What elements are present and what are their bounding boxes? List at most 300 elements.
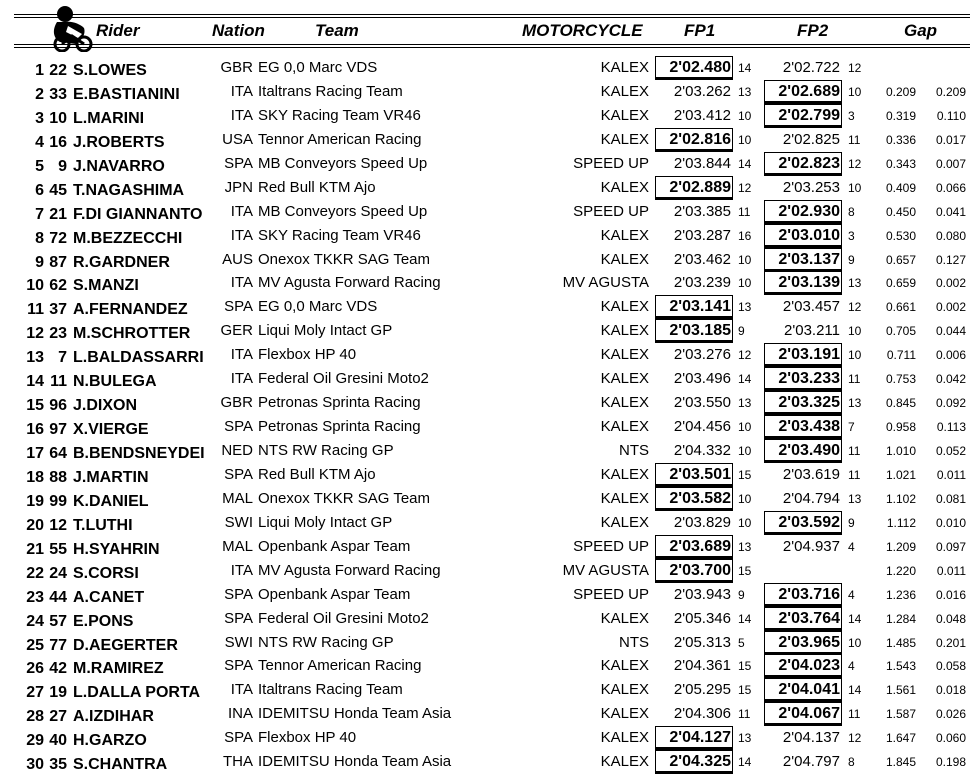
rider-name-cell: J.DIXON [73,397,138,415]
fp2-laps-cell: 3 [848,228,855,243]
gap-first-cell: 1.647 [885,731,916,746]
rider-name-cell: S.CORSI [73,564,139,582]
table-row [0,56,980,80]
nation-cell: SPA [224,298,253,316]
gap-first-cell: 1.220 [885,563,916,578]
rider-number-cell: 16 [49,133,67,151]
team-cell: Onexox TKKR SAG Team [258,250,431,268]
motorcycle-cell: KALEX [600,729,649,747]
motorcycle-cell: KALEX [600,753,649,771]
position-cell: 16 [26,421,44,439]
fp1-laps-cell: 15 [738,683,752,698]
position-cell: 8 [35,229,44,247]
fp1-time-cell: 2'03.141 [655,295,733,319]
rider-name-cell: E.BASTIANINI [73,85,180,103]
fp2-time-cell: 2'03.191 [764,343,842,367]
fp2-laps-cell: 13 [848,276,862,291]
gap-previous-cell: 0.042 [935,372,966,387]
nation-cell: ITA [230,681,253,699]
nation-cell: SPA [224,418,253,436]
fp1-laps-cell: 14 [738,372,752,387]
motorcycle-cell: KALEX [600,657,649,675]
col-header-nation: Nation [212,21,265,40]
rider-number-cell: 11 [50,373,67,391]
gap-previous-cell: 0.092 [935,396,966,411]
gap-previous-cell: 0.198 [935,755,966,770]
fp2-time-cell: 2'03.139 [764,271,842,295]
rider-number-cell: 33 [49,85,67,103]
fp1-laps-cell: 13 [738,396,752,411]
team-cell: Federal Oil Gresini Moto2 [258,609,429,627]
position-cell: 21 [26,540,44,558]
team-cell: EG 0,0 Marc VDS [258,298,378,316]
team-cell: Tennor American Racing [258,657,422,675]
team-cell: Petronas Sprinta Racing [258,394,421,412]
gap-previous-cell: 0.209 [935,84,966,99]
gap-previous-cell: 0.026 [935,707,966,722]
fp2-laps-cell: 7 [848,420,855,435]
team-cell: Openbank Aspar Team [258,537,411,555]
fp1-time-cell: 2'02.816 [655,128,733,152]
rider-number-cell: 96 [49,397,67,415]
rider-number-cell: 44 [49,588,67,606]
table-row [0,367,980,391]
fp1-time-cell: 2'03.385 [673,202,731,220]
gap-previous-cell: 0.201 [935,635,966,650]
fp2-laps-cell: 10 [848,180,862,195]
table-row [0,463,980,487]
gap-previous-cell: 0.017 [935,132,966,147]
nation-cell: SWI [224,633,253,651]
fp1-laps-cell: 13 [738,731,752,746]
nation-cell: GBR [220,394,253,412]
position-cell: 19 [26,492,44,510]
motorcycle-cell: KALEX [600,178,649,196]
nation-cell: SPA [224,465,253,483]
fp1-laps-cell: 10 [738,420,752,435]
team-cell: NTS RW Racing GP [258,442,394,459]
fp1-laps-cell: 13 [738,300,752,315]
fp1-time-cell: 2'03.582 [655,487,733,511]
results-table [0,56,980,774]
rider-number-cell: 23 [49,325,67,343]
fp2-laps-cell: 11 [848,707,861,722]
position-cell: 2 [35,85,44,103]
rider-name-cell: D.AEGERTER [73,636,178,654]
position-cell: 30 [26,756,44,774]
rider-name-cell: S.CHANTRA [73,756,168,774]
motorcycle-rider-icon [48,4,94,52]
rider-number-cell: 9 [58,157,67,175]
rider-name-cell: S.MANZI [73,277,139,295]
motorcycle-cell: SPEED UP [573,154,649,172]
position-cell: 12 [26,325,44,343]
fp2-time-cell: 2'03.253 [782,178,840,196]
rider-name-cell: M.RAMIREZ [73,660,164,678]
nation-cell: AUS [222,250,253,268]
rider-number-cell: 24 [49,564,67,582]
fp1-time-cell: 2'03.262 [673,82,731,100]
fp1-laps-cell: 10 [738,515,752,530]
position-cell: 26 [26,660,44,678]
fp2-laps-cell: 10 [848,348,862,363]
col-header-team: Team [315,21,359,40]
position-cell: 14 [26,373,44,391]
table-row [0,607,980,631]
nation-cell: SWI [224,513,253,531]
gap-first-cell: 1.102 [885,491,916,506]
gap-previous-cell: 0.041 [935,204,966,219]
motorcycle-cell: MV AGUSTA [562,561,649,579]
gap-previous-cell: 0.010 [935,515,966,530]
rider-name-cell: M.BEZZECCHI [73,229,183,247]
nation-cell: SPA [224,657,253,675]
fp1-time-cell: 2'03.550 [673,394,731,412]
motorcycle-cell: KALEX [600,226,649,244]
position-cell: 23 [26,588,44,606]
team-cell: MV Agusta Forward Racing [258,274,441,292]
nation-cell: MAL [222,537,253,555]
header-rule [14,14,970,15]
fp1-time-cell: 2'03.689 [655,535,733,559]
nation-cell: GBR [220,59,253,76]
gap-first-cell: 0.958 [885,420,916,435]
fp2-laps-cell: 10 [848,324,862,339]
fp2-laps-cell: 14 [848,683,862,698]
team-cell: Flexbox HP 40 [258,729,357,747]
position-cell: 28 [26,708,44,726]
table-row [0,248,980,272]
rider-name-cell: E.PONS [73,612,134,630]
fp1-time-cell: 2'05.313 [673,633,731,651]
fp2-laps-cell: 13 [848,491,862,506]
fp2-time-cell: 2'04.137 [782,729,840,747]
nation-cell: ITA [230,82,253,100]
motorcycle-cell: SPEED UP [573,585,649,603]
fp2-time-cell: 2'03.619 [782,465,840,483]
team-cell: Italtrans Racing Team [258,82,403,100]
gap-previous-cell: 0.016 [935,587,966,602]
fp2-time-cell: 2'03.211 [784,322,840,340]
position-cell: 22 [26,564,44,582]
fp2-time-cell: 2'04.937 [782,537,840,555]
table-row [0,726,980,750]
nation-cell: ITA [230,561,253,579]
fp2-laps-cell: 13 [848,396,862,411]
rider-number-cell: 57 [49,612,67,630]
table-row [0,200,980,224]
fp2-time-cell: 2'03.457 [782,298,840,316]
fp1-time-cell: 2'04.361 [673,657,731,675]
fp1-time-cell: 2'04.306 [673,705,731,723]
table-row [0,176,980,200]
table-row [0,295,980,319]
fp2-time-cell: 2'04.041 [764,678,842,702]
fp2-time-cell: 2'04.023 [764,654,842,678]
motorcycle-cell: KALEX [600,298,649,316]
nation-cell: ITA [230,274,253,292]
rider-name-cell: T.LUTHI [73,516,133,534]
rider-number-cell: 35 [49,756,67,774]
fp2-laps-cell: 12 [848,61,862,75]
fp2-time-cell: 2'03.325 [764,391,842,415]
gap-first-cell: 0.711 [886,348,916,363]
fp1-laps-cell: 16 [738,228,752,243]
gap-previous-cell: 0.002 [935,300,966,315]
fp1-laps-cell: 10 [738,276,752,291]
table-row [0,559,980,583]
fp1-time-cell: 2'03.829 [673,513,731,531]
position-cell: 17 [26,445,44,462]
col-header-rider: Rider [96,21,140,40]
rider-number-cell: 22 [49,62,67,79]
gap-previous-cell: 0.052 [935,444,966,458]
fp2-time-cell: 2'03.764 [764,607,842,631]
col-header-fp2: FP2 [797,21,829,40]
table-row [0,104,980,128]
fp1-time-cell: 2'04.332 [673,442,731,459]
fp2-time-cell: 2'02.930 [764,200,842,224]
fp2-laps-cell: 9 [848,515,855,530]
team-cell: EG 0,0 Marc VDS [258,59,378,76]
motorcycle-cell: NTS [619,633,649,651]
rider-number-cell: 40 [49,732,67,750]
team-cell: IDEMITSU Honda Team Asia [258,705,452,723]
fp1-laps-cell: 10 [738,108,752,123]
fp2-time-cell: 2'03.137 [764,248,842,272]
fp2-laps-cell: 12 [848,300,862,315]
team-cell: SKY Racing Team VR46 [258,226,421,244]
rider-number-cell: 87 [49,253,67,271]
rider-number-cell: 27 [49,708,67,726]
fp2-laps-cell: 11 [848,444,861,458]
rider-name-cell: K.DANIEL [73,492,149,510]
fp2-time-cell: 2'02.722 [782,59,840,76]
rider-name-cell: T.NAGASHIMA [73,181,185,199]
fp1-laps-cell: 9 [738,324,745,339]
rider-name-cell: J.MARTIN [73,468,149,486]
nation-cell: ITA [230,226,253,244]
fp2-time-cell: 2'03.490 [764,439,842,463]
fp2-laps-cell: 9 [848,252,855,267]
rider-number-cell: 10 [49,109,67,127]
motorcycle-cell: NTS [619,442,649,459]
fp2-laps-cell: 12 [848,156,862,171]
fp2-laps-cell: 8 [848,755,855,770]
table-row [0,224,980,248]
team-cell: Federal Oil Gresini Moto2 [258,370,429,388]
motorcycle-cell: KALEX [600,394,649,412]
table-row [0,271,980,295]
motorcycle-cell: KALEX [600,513,649,531]
gap-previous-cell: 0.080 [935,228,966,243]
table-row [0,80,980,104]
rider-name-cell: X.VIERGE [73,421,149,439]
gap-first-cell: 1.112 [886,515,916,530]
position-cell: 13 [26,349,44,367]
fp1-laps-cell: 10 [738,252,752,267]
fp1-time-cell: 2'03.287 [673,226,731,244]
motorcycle-cell: KALEX [600,370,649,388]
gap-previous-cell: 0.011 [936,563,966,578]
gap-first-cell: 0.657 [885,252,916,267]
fp2-laps-cell: 10 [848,635,862,650]
table-row [0,391,980,415]
position-cell: 4 [35,133,44,151]
rider-name-cell: L.BALDASSARRI [73,349,204,367]
position-cell: 18 [26,468,44,486]
rider-name-cell: M.SCHROTTER [73,325,191,343]
motorcycle-cell: SPEED UP [573,537,649,555]
gap-first-cell: 0.705 [885,324,916,339]
rider-number-cell: 88 [49,468,67,486]
fp2-laps-cell: 11 [848,372,861,387]
gap-first-cell: 1.845 [885,755,916,770]
fp1-laps-cell: 15 [738,467,752,482]
team-cell: SKY Racing Team VR46 [258,106,421,124]
gap-first-cell: 0.409 [885,180,916,195]
team-cell: IDEMITSU Honda Team Asia [258,753,452,771]
fp1-time-cell: 2'03.239 [673,274,731,292]
fp2-laps-cell: 11 [848,467,861,482]
fp1-laps-cell: 14 [738,755,752,770]
rider-number-cell: 64 [49,445,67,462]
rider-name-cell: J.ROBERTS [73,133,165,151]
motorcycle-cell: KALEX [600,346,649,364]
gap-first-cell: 0.659 [885,276,916,291]
gap-first-cell: 0.753 [885,372,916,387]
fp1-time-cell: 2'02.480 [655,56,733,80]
rider-name-cell: A.FERNANDEZ [73,301,188,319]
position-cell: 5 [35,157,44,175]
table-row [0,128,980,152]
team-cell: Liqui Moly Intact GP [258,322,393,340]
fp1-laps-cell: 5 [738,635,745,650]
rider-number-cell: 19 [49,684,67,702]
gap-first-cell: 0.319 [885,108,916,123]
rider-name-cell: H.GARZO [73,732,147,750]
rider-name-cell: H.SYAHRIN [73,540,160,558]
motorcycle-cell: KALEX [600,106,649,124]
motorcycle-cell: MV AGUSTA [562,274,649,292]
nation-cell: JPN [224,178,253,196]
gap-first-cell: 1.284 [885,611,916,626]
fp2-time-cell: 2'03.716 [764,583,842,607]
motorcycle-cell: KALEX [600,465,649,483]
gap-previous-cell: 0.110 [936,108,966,123]
gap-previous-cell: 0.127 [935,252,966,267]
gap-previous-cell: 0.018 [935,683,966,698]
rider-number-cell: 77 [49,636,67,654]
team-cell: Red Bull KTM Ajo [258,465,376,483]
gap-previous-cell: 0.060 [935,731,966,746]
rider-number-cell: 12 [49,516,67,534]
gap-first-cell: 0.661 [885,300,916,315]
motorcycle-cell: KALEX [600,130,649,148]
position-cell: 7 [35,205,44,223]
rider-number-cell: 55 [49,540,67,558]
fp1-laps-cell: 15 [738,659,752,674]
gap-first-cell: 0.336 [885,132,916,147]
motorcycle-cell: KALEX [600,609,649,627]
fp1-time-cell: 2'03.462 [673,250,731,268]
team-cell: Italtrans Racing Team [258,681,403,699]
rider-name-cell: J.NAVARRO [73,157,165,175]
gap-previous-cell: 0.058 [935,659,966,674]
fp1-laps-cell: 15 [738,563,752,578]
gap-first-cell: 1.209 [885,539,916,554]
fp2-laps-cell: 4 [848,587,855,602]
nation-cell: SPA [224,585,253,603]
fp1-time-cell: 2'05.295 [673,681,731,699]
rider-number-cell: 45 [49,181,67,199]
fp1-time-cell: 2'04.456 [673,418,731,436]
motorcycle-cell: KALEX [600,250,649,268]
rider-number-cell: 21 [49,205,67,223]
fp1-time-cell: 2'03.700 [655,559,733,583]
gap-first-cell: 1.587 [885,707,916,722]
gap-first-cell: 1.236 [885,587,916,602]
gap-first-cell: 0.209 [885,84,916,99]
gap-first-cell: 1.543 [885,659,916,674]
nation-cell: USA [222,130,253,148]
fp2-laps-cell: 14 [848,611,862,626]
fp1-laps-cell: 14 [738,61,752,75]
fp2-time-cell: 2'03.010 [764,224,842,248]
fp1-laps-cell: 12 [738,180,752,195]
gap-first-cell: 1.485 [885,635,916,650]
rider-number-cell: 7 [58,349,67,367]
col-header-fp1: FP1 [684,21,716,40]
table-row [0,702,980,726]
fp1-time-cell: 2'03.844 [673,154,731,172]
team-cell: MB Conveyors Speed Up [258,154,428,172]
position-cell: 27 [26,684,44,702]
rider-name-cell: N.BULEGA [73,373,157,391]
gap-first-cell: 1.561 [885,683,916,698]
team-cell: Petronas Sprinta Racing [258,418,421,436]
position-cell: 1 [35,62,44,79]
fp2-laps-cell: 12 [848,731,862,746]
position-cell: 10 [26,277,44,295]
fp2-time-cell: 2'02.823 [764,152,842,176]
motorcycle-cell: KALEX [600,705,649,723]
fp1-laps-cell: 10 [738,491,752,506]
team-cell: NTS RW Racing GP [258,633,394,651]
rider-number-cell: 62 [49,277,67,295]
fp2-time-cell: 2'03.592 [764,511,842,535]
rider-number-cell: 97 [49,421,67,439]
team-cell: Onexox TKKR SAG Team [258,489,431,507]
nation-cell: GER [220,322,253,340]
table-row [0,319,980,343]
header-rule [14,44,970,45]
gap-first-cell: 0.343 [885,156,916,171]
rider-name-cell: R.GARDNER [73,253,170,271]
gap-previous-cell: 0.048 [935,611,966,626]
team-cell: Flexbox HP 40 [258,346,357,364]
table-row [0,415,980,439]
motorcycle-cell: KALEX [600,82,649,100]
nation-cell: MAL [222,489,253,507]
table-row [0,583,980,607]
fp1-laps-cell: 13 [738,539,752,554]
position-cell: 29 [26,732,44,750]
fp1-time-cell: 2'03.276 [673,346,731,364]
nation-cell: NED [221,442,253,459]
fp2-time-cell: 2'03.233 [764,367,842,391]
fp2-laps-cell: 11 [848,132,861,147]
